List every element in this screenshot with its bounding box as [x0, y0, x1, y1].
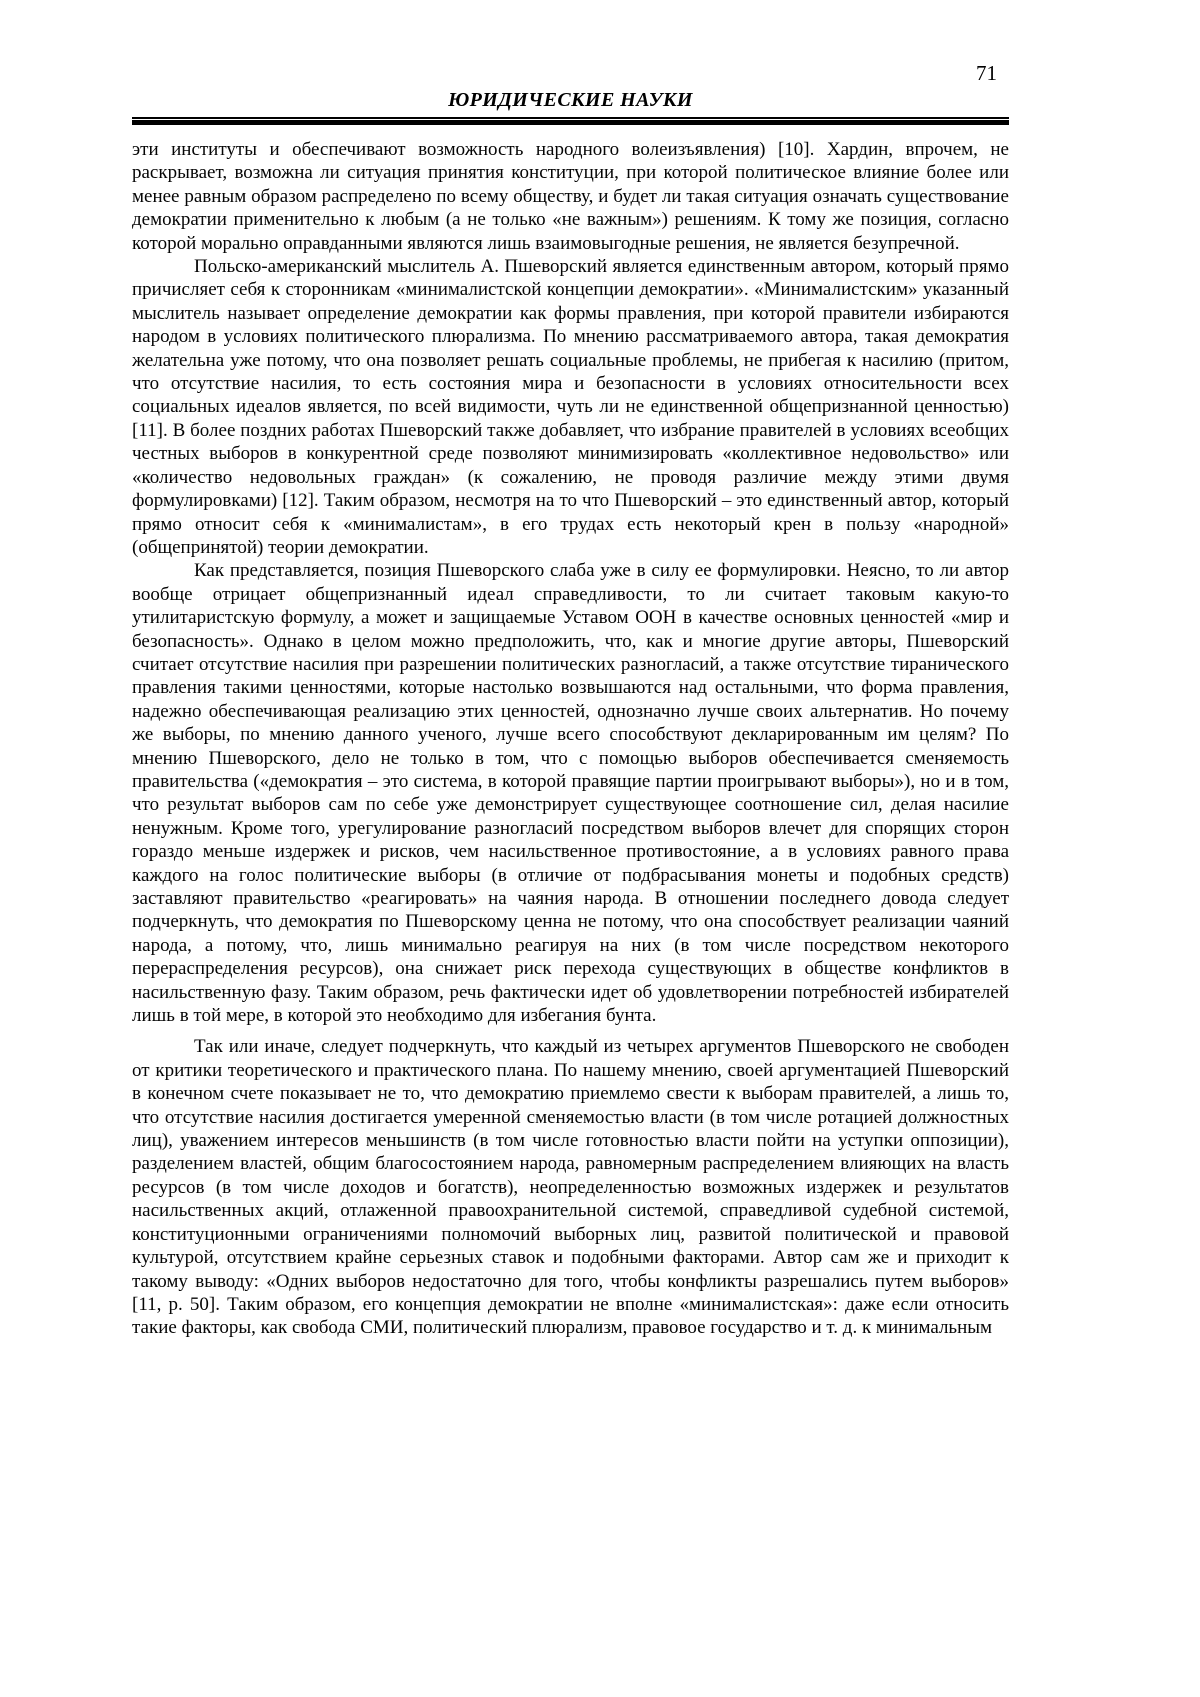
paragraph: Как представляется, позиция Пшеворского слаба уже в силу ее формулировки. Неясно, то ли автор вообще отрицает общепризнанный идеал справедливости, то ли считает таковым какую-то утилитаристскую формулу, а может и защищаемые Уставом ООН в качестве основных ценностей «мир и безопасность». Однако в целом можно предположить, что, как и многие другие авторы, Пшеворский считает отсутствие насилия при разрешении политических разногласий, а также отсутствие тиранического правления такими ценностями, которые настолько возвышаются над остальными, что форма правления, надежно обеспечивающая реализацию этих ценностей, однозначно лучше своих альтернатив. Но почему же выборы, по мнению данного ученого, лучше всего способствуют декларированным им целям? По мнению Пшеворского, дело не только в том, что с помощью выборов обеспечивается сменяемость правительства («демократия – это система, в которой правящие партии проигрывают выборы»), но и в том, что результат выборов сам по себе уже демонстрирует существующее соотношение сил, делая насилие ненужным. Кроме того, урегулирование разногласий посредством выборов влечет для спорящих сторон гораздо меньше издержек и рисков, чем насильственное противостояние, а в условиях равного права каждого на голос политические выборы (в отличие от подбрасывания монеты и подобных средств) заставляют правительство «реагировать» на чаяния народа. В отношении последнего довода следует подчеркнуть, что демократия по Пшеворскому ценна не потому, что она способствует реализации чаяний народа, а потому, что, лишь минимально реагируя на них (в том числе посредством некоторого перераспределения ресурсов), она снижает риск перехода существующих в обществе конфликтов в насильственную фазу. Таким образом, речь фактически идет об удовлетворении потребностей избирателей лишь в той мере, в которой это необходимо для избегания бунта.: [132, 560, 1009, 1027]
article-body: [132, 138, 1009, 1340]
paragraph-continuation: эти институты и обеспечивают возможность народного волеизъявления) [10]. Хардин, впрочем, не раскрывает, возможна ли ситуация принятия конституции, при которой политическое влияние более или менее равным образом распределено по всему обществу, и будет ли такая ситуация означать существование демократии применительно к любым (а не только «не важным») решениям. К тому же позиция, согласно которой морально оправданными являются лишь взаимовыгодные решения, не является безупречной.: [132, 139, 1009, 254]
paragraph: Так или иначе, следует подчеркнуть, что каждый из четырех аргументов Пшеворского не свободен от критики теоретического и практического плана. По нашему мнению, своей аргументацией Пшеворский в конечном счете показывает не то, что демократию приемлемо свести к выборам правителей, а лишь то, что отсутствие насилия достигается умеренной сменяемостью власти (в том числе ротацией должностных лиц), уважением интересов меньшинств (в том числе готовностью власти пойти на уступки оппозиции), разделением властей, общим благосостоянием народа, равномерным распределением влияющих на власть ресурсов (в том числе доходов и богатств), неопределенностью возможных издержек и результатов насильственных акций, отлаженной правоохранительной системой, справедливой судебной системой, конституционными ограничениями полномочий выборных лиц, развитой политической и правовой культурой, отсутствием крайне серьезных ставок и подобными факторами. Автор сам же и приходит к такому выводу: «Одних выборов недостаточно для того, чтобы конфликты разрешались путем выборов» [11, p. 50]. Таким образом, его концепция демократии не вполне «минималистская»: даже если относить такие факторы, как свобода СМИ, политический плюрализм, правовое государство и т. д. к минимальным: [132, 1036, 1009, 1339]
page-content-column: [132, 0, 1009, 1340]
page-number: 71: [976, 61, 997, 85]
section-header: ЮРИДИЧЕСКИЕ НАУКИ: [448, 89, 693, 111]
header-rule: [132, 117, 1009, 125]
paragraph: Польско-американский мыслитель А. Пшеворский является единственным автором, который прямо причисляет себя к сторонникам «минималистской концепции демократии». «Минималистским» указанный мыслитель называет определение демократии как формы правления, при которой правители избираются народом в условиях политического плюрализма. По мнению рассматриваемого автора, такая демократия желательна уже потому, что она позволяет решать социальные проблемы, не прибегая к насилию (притом, что отсутствие насилия, то есть состояния мира и безопасности в условиях относительности всех социальных идеалов является, по всей видимости, чуть ли не единственной общепризнанной ценностью) [11]. В более поздних работах Пшеворский также добавляет, что избрание правителей в условиях всеобщих честных выборов в конкурентной среде позволяют минимизировать «коллективное недовольство» или «количество недовольных граждан» (к сожалению, не проводя различие между этими двумя формулировками) [12]. Таким образом, несмотря на то что Пшеворский – это единственный автор, который прямо относит себя к «минималистам», в его трудах есть некоторый крен в пользу «народной» (общепринятой) теории демократии.: [132, 256, 1009, 558]
